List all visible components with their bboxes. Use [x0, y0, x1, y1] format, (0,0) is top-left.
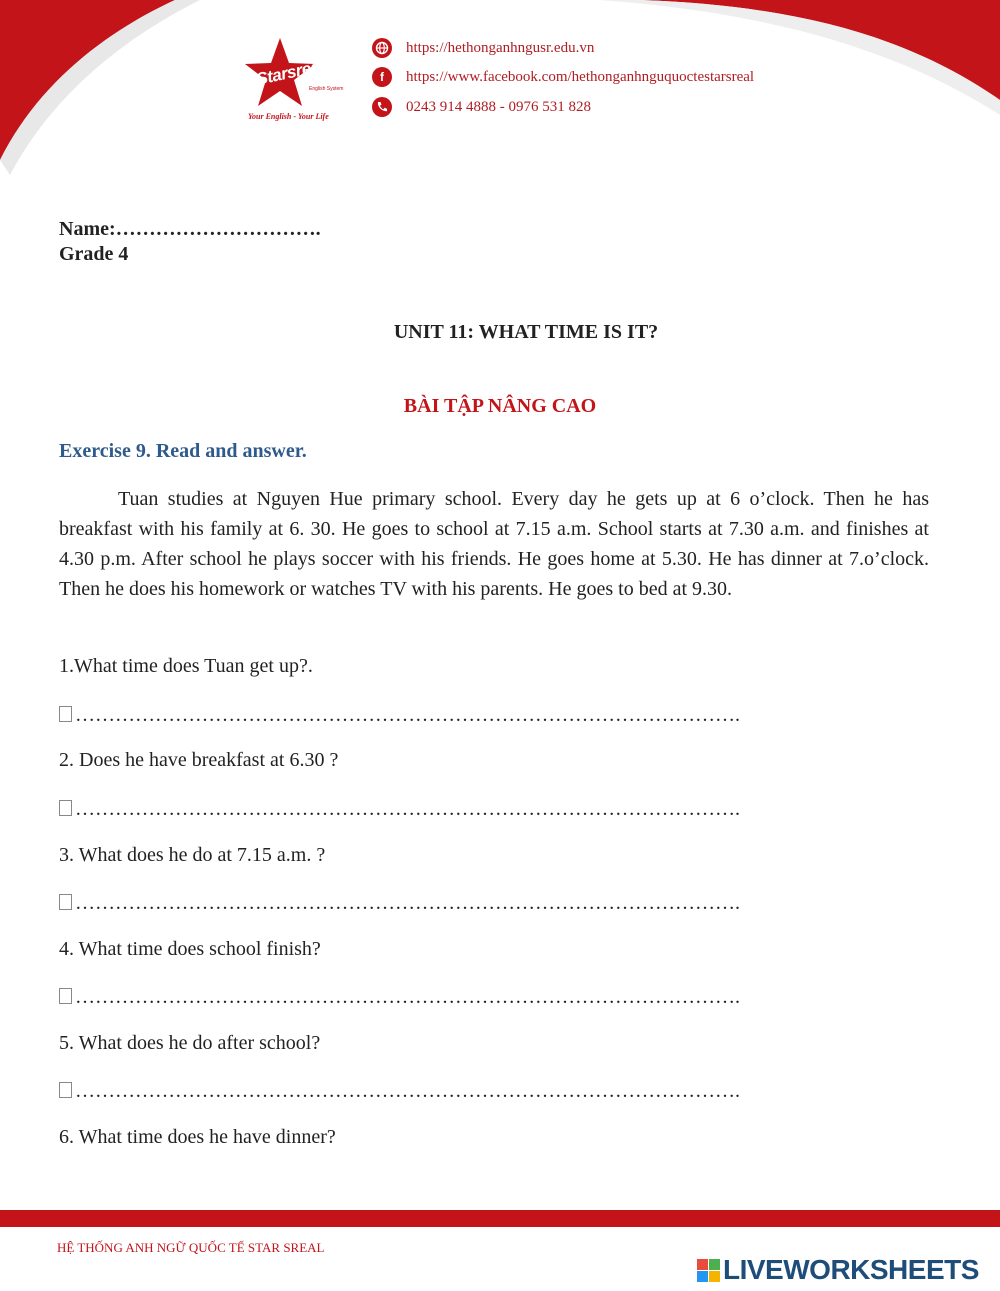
section-title: BÀI TẬP NÂNG CAO — [403, 395, 597, 417]
reading-passage — [59, 484, 929, 604]
answer-line-5[interactable]: ………………………………………………………………………………………. — [59, 1080, 819, 1103]
question-4: 4. What time does school finish? — [59, 938, 321, 960]
answer-checkbox — [59, 706, 72, 722]
footer-bar — [0, 1210, 1000, 1227]
contact-website[interactable] — [372, 38, 594, 58]
contact-website-text: https://hethonganhngusr.edu.vn — [406, 39, 595, 56]
answer-line-4[interactable]: ………………………………………………………………………………………. — [59, 986, 819, 1009]
answer-checkbox — [59, 1082, 72, 1098]
passage-text: Tuan studies at Nguyen Hue primary school. Every day he gets up at 6 o’clock. Then he has breakfast with his family at 6. 30. He goes to school at 7.15 a.m. School starts at 7.30 a.m. and finishes at 4.30 p.m. After school he plays soccer with his friends. He goes home at 5.30. He has dinner at 7.o’clock. Then he does his homework or watches TV with his parents. He goes to bed at 9.30. — [59, 488, 929, 600]
liveworksheets-logo[interactable] — [697, 1254, 979, 1286]
grade-label: Grade 4 — [59, 243, 129, 265]
liveworksheets-blocks-icon — [697, 1259, 720, 1282]
question-6: 6. What time does he have dinner? — [59, 1126, 336, 1148]
contact-facebook-text: https://www.facebook.com/hethonganhnguquoctestarsreal — [406, 68, 755, 85]
question-1: 1.What time does Tuan get up?. — [59, 655, 313, 677]
question-5: 5. What does he do after school? — [59, 1032, 321, 1054]
contact-phone[interactable] — [372, 97, 591, 117]
phone-icon — [372, 97, 392, 117]
globe-icon — [372, 38, 392, 58]
liveworksheets-text: LIVEWORKSHEETS — [723, 1254, 979, 1285]
answer-checkbox — [59, 988, 72, 1004]
name-field-label: Name:…………………………. — [59, 218, 321, 240]
logo-tagline: Your English - Your Life — [248, 112, 329, 121]
answer-line-2[interactable]: ………………………………………………………………………………………. — [59, 798, 819, 821]
answer-line-3[interactable]: ………………………………………………………………………………………. — [59, 892, 819, 915]
contact-phone-text: 0243 914 4888 - 0976 531 828 — [406, 98, 591, 115]
exercise-title: Exercise 9. Read and answer. — [59, 440, 307, 462]
answer-checkbox — [59, 894, 72, 910]
footer-organization: HỆ THỐNG ANH NGỮ QUỐC TẾ STAR SREAL — [57, 1240, 325, 1255]
logo-brand: Starsreal — [254, 56, 326, 89]
answer-line-1[interactable]: ………………………………………………………………………………………. — [59, 704, 819, 727]
facebook-icon: f — [372, 67, 392, 87]
logo-subtitle: English System — [309, 86, 344, 92]
question-3: 3. What does he do at 7.15 a.m. ? — [59, 844, 326, 866]
header-swoosh — [0, 0, 1000, 175]
question-2: 2. Does he have breakfast at 6.30 ? — [59, 749, 339, 771]
answer-checkbox — [59, 800, 72, 816]
contact-facebook[interactable] — [372, 67, 754, 87]
unit-title: UNIT 11: WHAT TIME IS IT? — [393, 321, 659, 343]
